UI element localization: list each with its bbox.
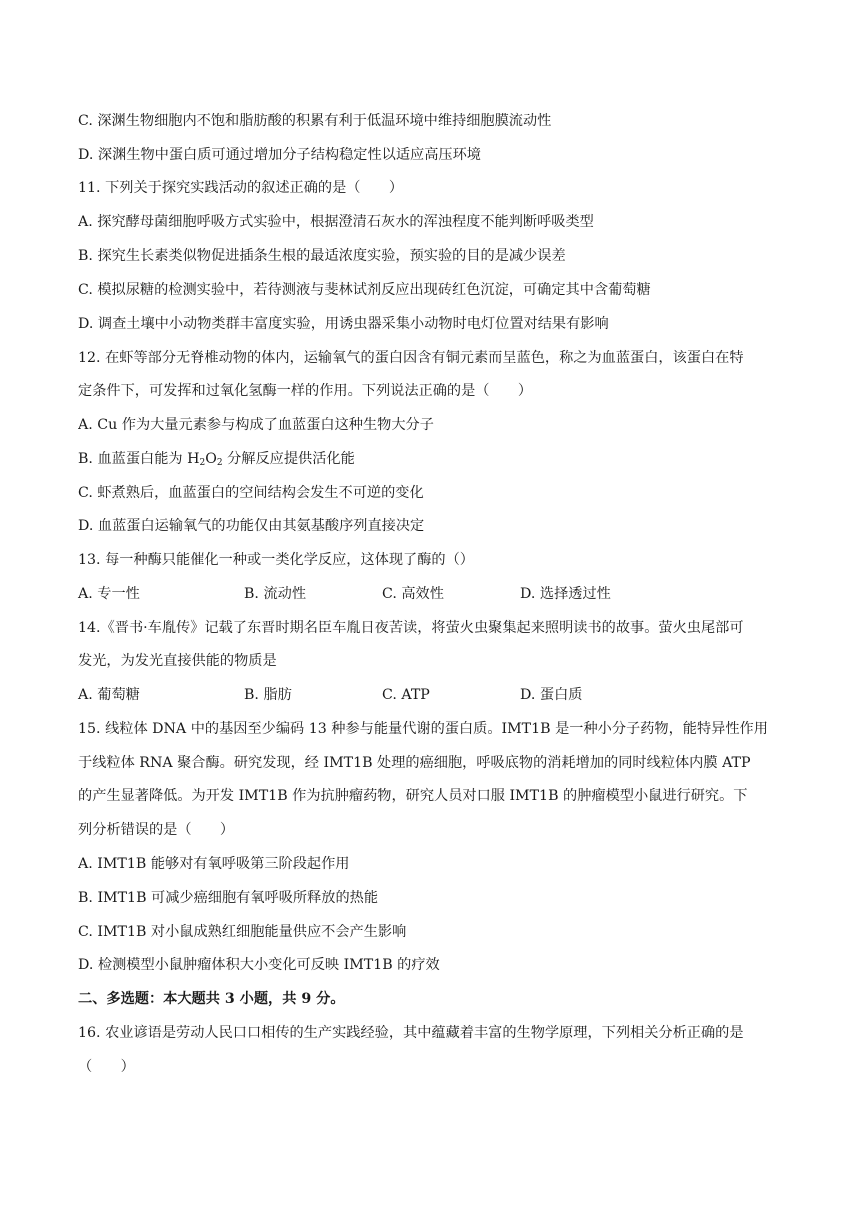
q10-option-c: C. 深渊生物细胞内不饱和脂肪酸的积累有利于低温环境中维持细胞膜流动性	[78, 113, 552, 129]
q14-option-a: A. 葡萄糖	[78, 687, 140, 703]
question-15-stem-line1: 15. 线粒体 DNA 中的基因至少编码 13 种参与能量代谢的蛋白质。IMT1B 是一种小分子药物，能特异性作用	[78, 721, 768, 737]
q12b-text-post: 分解反应提供活化能	[222, 451, 355, 467]
q12b-subscript-2: 2	[216, 458, 223, 468]
q11-option-d: D. 调查土壤中小动物类群丰富度实验，用诱虫器采集小动物时电灯位置对结果有影响	[78, 316, 609, 332]
q12-option-c: C. 虾煮熟后，血蓝蛋白的空间结构会发生不可逆的变化	[78, 485, 424, 501]
question-13-stem: 13. 每一种酶只能催化一种或一类化学反应，这体现了酶的（）	[78, 552, 474, 568]
q13-option-b: B. 流动性	[244, 586, 307, 602]
section-2-heading: 二、多选题：本大题共 3 小题，共 9 分。	[78, 991, 345, 1007]
question-11-stem: 11. 下列关于探究实践活动的叙述正确的是（ ）	[78, 180, 404, 196]
question-15-stem-line3: 的产生显著降低。为开发 IMT1B 作为抗肿瘤药物，研究人员对口服 IMT1B 的肿瘤模型小鼠进行研究。下	[78, 788, 748, 804]
q14-option-c: C. ATP	[382, 687, 430, 703]
q12b-text-pre: B. 血蓝蛋白能为 H	[78, 451, 200, 467]
q15-option-b: B. IMT1B 可减少癌细胞有氧呼吸所释放的热能	[78, 890, 379, 906]
q15-option-c: C. IMT1B 对小鼠成熟红细胞能量供应不会产生影响	[78, 924, 407, 940]
q11-option-b: B. 探究生长素类似物促进插条生根的最适浓度实验，预实验的目的是减少误差	[78, 248, 566, 264]
q13-option-d: D. 选择透过性	[520, 586, 611, 602]
q12-option-a: A. Cu 作为大量元素参与构成了血蓝蛋白这种生物大分子	[78, 417, 434, 433]
q11-option-c: C. 模拟尿糖的检测实验中，若待测液与斐林试剂反应出现砖红色沉淀，可确定其中含葡萄糖	[78, 282, 651, 298]
question-15-stem-line4: 列分析错误的是（ ）	[78, 822, 235, 838]
question-16-stem-line1: 16. 农业谚语是劳动人民口口相传的生产实践经验，其中蕴藏着丰富的生物学原理，下列相关分析正确的是	[78, 1025, 744, 1041]
question-14-stem-line2: 发光，为发光直接供能的物质是	[78, 653, 277, 669]
q14-options	[78, 685, 790, 705]
question-12-stem-line1: 12. 在虾等部分无脊椎动物的体内，运输氧气的蛋白因含有铜元素而呈蓝色，称之为血蓝蛋白，该蛋白在特	[78, 350, 744, 366]
q12b-text-mid: O	[205, 451, 217, 467]
q15-option-a: A. IMT1B 能够对有氧呼吸第三阶段起作用	[78, 856, 350, 872]
q12-option-d: D. 血蓝蛋白运输氧气的功能仅由其氨基酸序列直接决定	[78, 518, 425, 534]
q12-option-b	[78, 449, 790, 469]
q12b-subscript-1: 2	[199, 458, 206, 468]
q11-option-a: A. 探究酵母菌细胞呼吸方式实验中，根据澄清石灰水的浑浊程度不能判断呼吸类型	[78, 214, 594, 230]
question-12-stem-line2: 定条件下，可发挥和过氧化氢酶一样的作用。下列说法正确的是（ ）	[78, 383, 533, 399]
q13-option-a: A. 专一性	[78, 586, 140, 602]
question-15-stem-line2: 于线粒体 RNA 聚合酶。研究发现，经 IMT1B 处理的癌细胞，呼吸底物的消耗增加的同时线粒体内膜 ATP	[78, 755, 751, 771]
q13-option-c: C. 高效性	[382, 586, 444, 602]
q15-option-d: D. 检测模型小鼠肿瘤体积大小变化可反映 IMT1B 的疗效	[78, 957, 440, 973]
question-14-stem-line1: 14.《晋书·车胤传》记载了东晋时期名臣车胤日夜苦读，将萤火虫聚集起来照明读书的故事。萤火虫尾部可	[78, 620, 744, 636]
q14-option-b: B. 脂肪	[244, 687, 292, 703]
q13-options	[78, 584, 790, 604]
q10-option-d: D. 深渊生物中蛋白质可通过增加分子结构稳定性以适应高压环境	[78, 147, 481, 163]
question-16-stem-line2: （ ）	[78, 1059, 135, 1075]
q14-option-d: D. 蛋白质	[520, 687, 583, 703]
